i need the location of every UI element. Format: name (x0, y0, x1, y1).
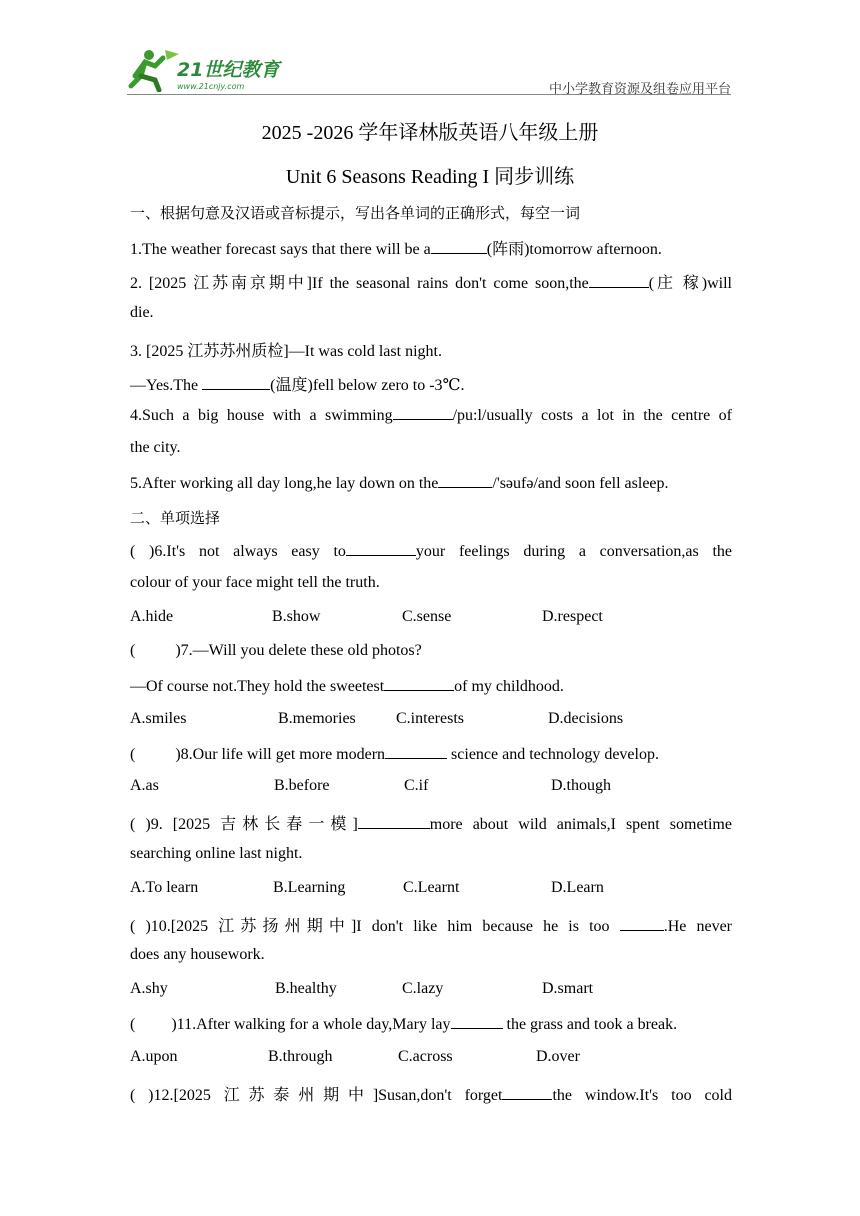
answer-blank[interactable] (589, 273, 649, 288)
runner-icon (131, 50, 179, 90)
question-3-answer: —Yes.The (温度)fell below zero to -3℃. (130, 377, 465, 394)
answer-blank[interactable] (393, 405, 453, 420)
option-d[interactable]: D.smart (542, 980, 594, 997)
option-c[interactable]: C.Learnt (403, 879, 460, 896)
option-d[interactable]: D.decisions (548, 710, 624, 727)
option-c[interactable]: C.lazy (402, 980, 444, 997)
question-4-cont: the city. (130, 439, 181, 456)
answer-blank[interactable] (620, 916, 664, 931)
answer-blank[interactable] (438, 473, 492, 488)
question-2-cont: die. (130, 304, 154, 321)
option-b[interactable]: B.memories (278, 710, 356, 727)
option-a[interactable]: A.as (130, 777, 159, 794)
option-b[interactable]: B.before (274, 777, 330, 794)
option-d[interactable]: D.respect (542, 608, 603, 625)
option-a[interactable]: A.shy (130, 980, 168, 997)
option-a[interactable]: A.hide (130, 608, 174, 625)
page-title: 2025 -2026 学年译林版英语八年级上册 (261, 122, 599, 144)
option-b[interactable]: B.Learning (273, 879, 346, 896)
platform-name: 中小学教育资源及组卷应用平台 (548, 82, 731, 97)
question-7-cont: —Of course not.They hold the sweetest of my childhood. (130, 678, 564, 695)
question-6-cont: colour of your face might tell the truth. (130, 574, 380, 591)
option-b[interactable]: B.show (272, 608, 321, 625)
question-7: ( )7.—Will you delete these old photos? (130, 642, 422, 659)
answer-blank[interactable] (346, 541, 416, 556)
option-c[interactable]: C.sense (402, 608, 452, 625)
option-a[interactable]: A.smiles (130, 710, 187, 727)
answer-blank[interactable] (451, 1014, 503, 1029)
question-10: ( )10.[2025 江苏扬州期中]I don't like him because he is too .He never (130, 918, 732, 935)
option-a[interactable]: A.To learn (130, 879, 199, 896)
question-6: ( )6.It's not always easy to your feelings during a conversation,as the (130, 543, 732, 560)
answer-blank[interactable] (502, 1085, 552, 1100)
option-b[interactable]: B.through (268, 1048, 333, 1065)
option-c[interactable]: C.if (404, 777, 429, 794)
question-12: ( )12.[2025 江苏泰州期中]Susan,don't forget the window.It's too cold (130, 1087, 732, 1104)
question-8: ( )8.Our life will get more modern science and technology develop. (130, 746, 659, 763)
option-d[interactable]: D.over (536, 1048, 580, 1065)
question-11: ( )11.After walking for a whole day,Mary lay the grass and took a break. (130, 1016, 678, 1033)
answer-blank[interactable] (358, 814, 430, 829)
answer-blank[interactable] (431, 239, 487, 254)
question-2: 2. [2025 江苏南京期中]If the seasonal rains don't come soon,the (庄 稼)will (130, 275, 732, 292)
section2-heading: 二、单项选择 (130, 509, 221, 527)
answer-blank[interactable] (385, 744, 447, 759)
question-5: 5.After working all day long,he lay down on the /'səufə/and soon fell asleep. (130, 475, 669, 492)
question-9: ( )9. [2025 吉林长春一模] more about wild animals,I spent sometime (130, 816, 732, 833)
option-a[interactable]: A.upon (130, 1048, 178, 1065)
option-c[interactable]: C.interests (396, 710, 464, 727)
header-divider (127, 94, 731, 95)
option-b[interactable]: B.healthy (275, 980, 337, 997)
logo-url: www.21cnjy.com (177, 82, 245, 91)
answer-blank[interactable] (384, 676, 454, 691)
question-9-cont: searching online last night. (130, 845, 303, 862)
page-header (127, 44, 731, 96)
logo-text: 21世纪教育 (177, 59, 280, 81)
logo (127, 46, 297, 92)
answer-blank[interactable] (202, 375, 270, 390)
section1-heading: 一、根据句意及汉语或音标提示，写出各单词的正确形式，每空一词 (130, 204, 581, 222)
question-1: 1.The weather forecast says that there will be a (阵雨)tomorrow afternoon. (130, 241, 662, 258)
question-10-cont: does any housework. (130, 946, 265, 963)
option-c[interactable]: C.across (398, 1048, 453, 1065)
option-d[interactable]: D.Learn (551, 879, 604, 896)
question-4: 4.Such a big house with a swimming /pu:l/usually costs a lot in the centre of (130, 407, 733, 424)
option-d[interactable]: D.though (551, 777, 611, 794)
page-subtitle: Unit 6 Seasons Reading I 同步训练 (285, 166, 575, 188)
question-3: 3. [2025 江苏苏州质检]—It was cold last night. (130, 343, 442, 360)
